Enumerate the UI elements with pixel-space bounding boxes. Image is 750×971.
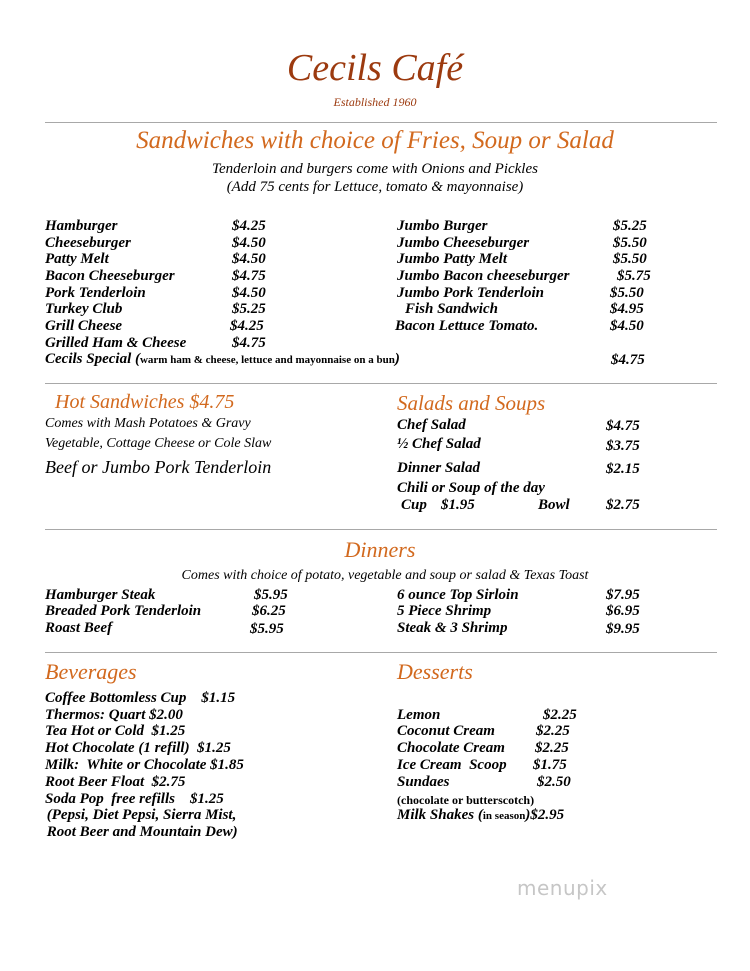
list-item: Coffee Bottomless Cup $1.15 <box>45 690 236 706</box>
menu-item-name: Breaded Pork Tenderloin <box>45 603 202 619</box>
menu-item-name: Turkey Club <box>45 301 123 317</box>
menu-item-name: Roast Beef <box>45 620 113 636</box>
list-item: Hot Chocolate (1 refill) $1.25 <box>45 740 231 756</box>
menu-item-price: $2.15 <box>606 461 640 477</box>
menu-item-name: Jumbo Cheeseburger <box>397 235 530 251</box>
shakes-price: )$2.95 <box>525 807 565 823</box>
menu-item-name: Sundaes <box>397 774 450 790</box>
menu-item-price: $9.95 <box>606 621 640 637</box>
menu-item-price: $4.75 <box>606 418 640 434</box>
hot-line-1: Comes with Mash Potatoes & Gravy <box>45 416 251 431</box>
special-price: $4.75 <box>611 352 645 368</box>
special-close: ) <box>394 351 400 367</box>
divider <box>45 652 717 653</box>
menu-item-price: $6.95 <box>606 603 640 619</box>
cecils-special <box>45 351 400 368</box>
menu-item-price: $3.75 <box>606 438 640 454</box>
list-item: Root Beer and Mountain Dew) <box>43 824 238 840</box>
menu-item-name: Fish Sandwich <box>405 301 498 317</box>
sandwiches-note-1: Tenderloin and burgers come with Onions and Pickles <box>212 161 538 177</box>
menu-item-price: $4.50 <box>232 285 266 301</box>
menu-item-price: $5.95 <box>254 587 288 603</box>
menu-item-name: 6 ounce Top Sirloin <box>397 587 519 603</box>
dinners-heading: Dinners <box>344 537 416 562</box>
menu-item-name: Jumbo Patty Melt <box>397 251 507 267</box>
menu-item-price: $5.95 <box>250 621 284 637</box>
list-item: Root Beer Float $2.75 <box>45 774 186 790</box>
salads-heading: Salads and Soups <box>397 391 546 415</box>
hot-line-2: Vegetable, Cottage Cheese or Cole Slaw <box>45 436 272 451</box>
menu-item-name: Lemon <box>397 707 441 723</box>
menu-item-price: $1.75 <box>533 757 567 773</box>
chili-soup: Chili or Soup of the day <box>397 480 545 496</box>
menu-item-name: Bacon Lettuce Tomato. <box>395 318 539 334</box>
cafe-title: Cecils Café <box>286 47 464 89</box>
menu-item-price: $5.25 <box>232 301 266 317</box>
menu-item-name: Jumbo Pork Tenderloin <box>397 285 544 301</box>
menu-item-name: ½ Chef Salad <box>397 436 481 452</box>
menu-item-price: $5.50 <box>610 285 644 301</box>
hot-line-3: Beef or Jumbo Pork Tenderloin <box>45 457 272 477</box>
bowl-price: $2.75 <box>606 497 640 513</box>
divider <box>45 122 717 123</box>
menu-item-price: $2.25 <box>536 723 570 739</box>
dinners-note: Comes with choice of potato, vegetable and soup or salad & Texas Toast <box>181 568 589 583</box>
menu-item-price: $7.95 <box>606 587 640 603</box>
menu-item-price: $4.50 <box>610 318 644 334</box>
bowl-label: Bowl <box>538 497 570 513</box>
list-item: Tea Hot or Cold $1.25 <box>45 723 186 739</box>
menu-item-price: $2.50 <box>537 774 571 790</box>
list-item: Soda Pop free refills $1.25 <box>45 791 224 807</box>
beverages-heading: Beverages <box>45 659 137 684</box>
menu-item-name: 5 Piece Shrimp <box>397 603 492 619</box>
menu-item-name: Grilled Ham & Cheese <box>45 335 187 351</box>
menu-item-price: $6.25 <box>252 603 286 619</box>
sundae-note: (chocolate or butterscotch) <box>397 793 535 807</box>
menu-item-price: $4.50 <box>232 251 266 267</box>
menu-item-name: Bacon Cheeseburger <box>45 268 175 284</box>
shakes-season: in season <box>482 810 526 822</box>
menu-item-price: $5.25 <box>613 218 647 234</box>
menu-item-name: Patty Melt <box>45 251 109 267</box>
divider <box>45 383 717 384</box>
menu-item-name: Cheeseburger <box>45 235 131 251</box>
sandwiches-heading: Sandwiches with choice of Fries, Soup or Salad <box>136 127 614 154</box>
menu-item-price: $2.25 <box>543 707 577 723</box>
cup-price: $1.95 <box>441 497 475 513</box>
special-name: Cecils Special ( <box>45 351 140 367</box>
menu-item-price: $5.50 <box>613 235 647 251</box>
watermark-logo: menupix <box>517 876 608 900</box>
menu-item-price: $4.75 <box>232 335 266 351</box>
menu-item-name: Hamburger Steak <box>45 587 156 603</box>
menu-item-price: $4.50 <box>232 235 266 251</box>
special-description: warm ham & cheese, lettuce and mayonnaise on a bun <box>139 354 395 366</box>
menu-item-name: Coconut Cream <box>397 723 495 739</box>
desserts-heading: Desserts <box>397 659 473 684</box>
menu-item-name: Pork Tenderloin <box>45 285 146 301</box>
menu-item-name: Steak & 3 Shrimp <box>397 620 508 636</box>
list-item: Milk: White or Chocolate $1.85 <box>45 757 244 773</box>
shakes-name: Milk Shakes ( <box>397 807 483 823</box>
menu-item-name: Jumbo Bacon cheeseburger <box>397 268 570 284</box>
menu-item-price: $4.25 <box>230 318 264 334</box>
menu-item-name: Jumbo Burger <box>397 218 488 234</box>
list-item: (Pepsi, Diet Pepsi, Sierra Mist, <box>43 807 237 823</box>
menu-item-name: Hamburger <box>45 218 118 234</box>
established-line: Established 1960 <box>333 95 417 109</box>
cup-label: Cup <box>401 497 427 513</box>
menu-item-price: $2.25 <box>535 740 569 756</box>
milk-shakes <box>397 807 564 824</box>
sandwiches-note-2: (Add 75 cents for Lettuce, tomato & mayonnaise) <box>226 179 524 195</box>
menu-item-price: $4.25 <box>232 218 266 234</box>
menu-item-name: Grill Cheese <box>45 318 123 334</box>
menu-item-price: $5.50 <box>613 251 647 267</box>
hot-sandwiches-heading: Hot Sandwiches $4.75 <box>55 391 235 413</box>
menu-item-name: Dinner Salad <box>397 460 480 476</box>
divider <box>45 529 717 530</box>
menu-item-name: Chef Salad <box>397 417 466 433</box>
menu-item-name: Ice Cream Scoop <box>397 757 507 773</box>
menu-item-price: $5.75 <box>617 268 651 284</box>
menu-item-price: $4.75 <box>232 268 266 284</box>
menu-item-price: $4.95 <box>610 301 644 317</box>
menu-item-name: Chocolate Cream <box>397 740 505 756</box>
list-item: Thermos: Quart $2.00 <box>45 707 183 723</box>
